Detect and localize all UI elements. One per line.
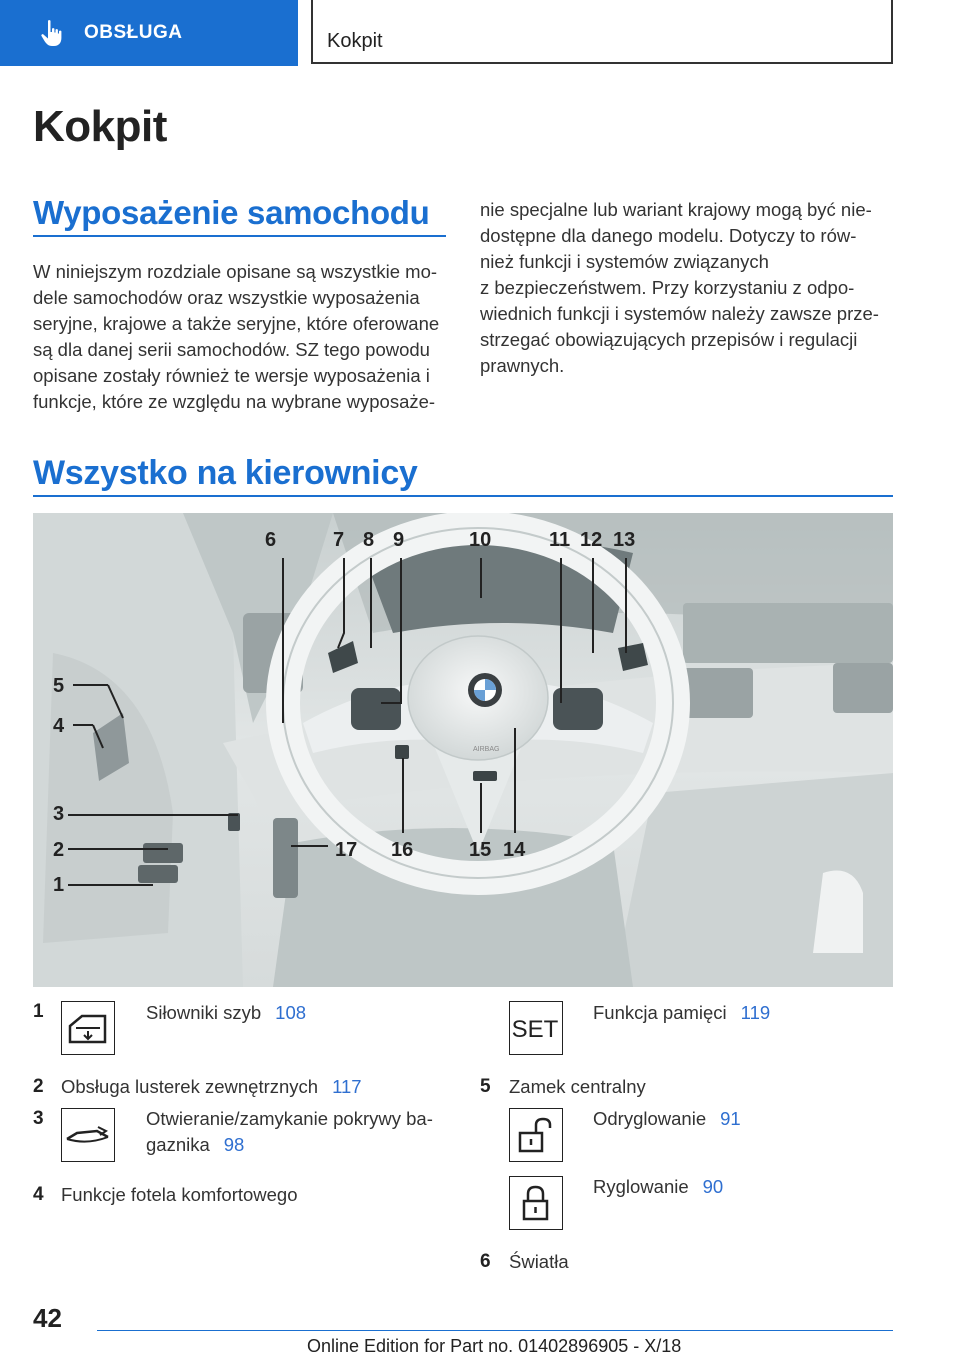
legend-item-lock: Ryglowanie 90 — [593, 1176, 724, 1197]
callout-16: 16 — [391, 839, 414, 861]
airbag-label: AIRBAG — [473, 746, 500, 753]
legend-number: 1 — [33, 1001, 44, 1022]
footer-rule — [97, 1330, 893, 1331]
legend-item-window-lift: Siłowniki szyb 108 — [146, 1002, 307, 1023]
footer-text: Online Edition for Part no. 01402896905 - X/18 — [307, 1336, 682, 1356]
lock-icon — [509, 1176, 563, 1230]
unlock-icon — [509, 1108, 563, 1162]
legend-number: 2 — [33, 1076, 44, 1097]
trunk-lid-icon — [61, 1108, 115, 1162]
page-ref[interactable]: 98 — [223, 1134, 245, 1155]
legend-number: 4 — [33, 1184, 44, 1205]
hand-pointer-icon — [40, 19, 64, 47]
legend-item-lights: Światła — [509, 1251, 569, 1272]
callout-13: 13 — [613, 529, 636, 551]
page-title: Kokpit — [33, 102, 167, 151]
page-ref[interactable]: 90 — [702, 1176, 724, 1197]
page-ref[interactable]: 108 — [275, 1002, 307, 1023]
legend-item-unlock: Odryglowanie 91 — [593, 1108, 741, 1129]
callout-5: 5 — [53, 675, 65, 697]
callout-3: 3 — [53, 803, 65, 825]
window-lift-icon — [61, 1001, 115, 1055]
legend-item-mirrors: Obsługa lusterek zewnętrznych 117 — [61, 1076, 362, 1097]
intro-paragraph-left: W niniejszym rozdziale opisane są wszystkie mo- dele samochodów oraz wszystkie wyposażenia seryjne, krajowe a także seryjne, które oferowane są dla danej serii samochodów. SZ tego powodu opisane zostały również te wersje wyposażenia i funkcje, które ze względu na wybrane wyposaże- — [33, 261, 440, 412]
callout-14: 14 — [503, 839, 526, 861]
callout-10: 10 — [469, 529, 492, 551]
callout-8: 8 — [363, 529, 375, 551]
legend-number: 6 — [480, 1251, 491, 1272]
page-ref[interactable]: 119 — [740, 1002, 771, 1023]
callout-4: 4 — [53, 715, 65, 737]
callout-11: 11 — [549, 529, 571, 551]
page-ref[interactable]: 117 — [332, 1076, 362, 1097]
bmw-logo-icon — [468, 673, 502, 707]
set-memory-icon — [509, 1001, 563, 1055]
chapter-header — [311, 0, 893, 64]
chapter-title: Kokpit — [327, 30, 383, 52]
callout-7: 7 — [333, 529, 345, 551]
section-label: OBSŁUGA — [84, 22, 183, 43]
callout-2: 2 — [53, 839, 65, 861]
legend-item-memory: Funkcja pamięci 119 — [593, 1002, 771, 1023]
section-rule — [33, 235, 446, 237]
page-number: 42 — [33, 1303, 62, 1333]
cockpit-illustration — [33, 513, 893, 987]
section-tab — [0, 0, 298, 66]
legend-number: 3 — [33, 1108, 44, 1129]
callout-12: 12 — [580, 529, 603, 551]
page-ref[interactable]: 91 — [720, 1108, 741, 1129]
section-rule — [33, 495, 893, 497]
section-heading-equipment: Wyposażenie samochodu — [33, 194, 430, 231]
legend-item-comfort-seat: Funkcje fotela komfortowego — [61, 1184, 298, 1205]
legend-item-central-lock: Zamek centralny — [509, 1076, 646, 1097]
svg-text:SET: SET — [511, 1016, 559, 1043]
legend-item-trunk: Otwieranie/zamykanie pokrywy ba- gaznika 98 — [146, 1108, 433, 1155]
callout-9: 9 — [393, 529, 405, 551]
callout-17: 17 — [335, 839, 358, 861]
section-heading-steering: Wszystko na kierownicy — [33, 454, 418, 492]
legend-number: 5 — [480, 1076, 491, 1097]
callout-1: 1 — [53, 874, 65, 896]
intro-paragraph-right: nie specjalne lub wariant krajowy mogą być nie- dostępne dla danego modelu. Dotyczy to rów- nież funkcji i systemów związanych z bezpieczeństwem. Przy korzystaniu z odpo- wiednich funkcji i systemów należy zawsze prze- strzegać obowiązujących przepisów i regulacji prawnych. — [480, 199, 879, 376]
callout-6: 6 — [265, 529, 277, 551]
callout-15: 15 — [469, 839, 492, 861]
